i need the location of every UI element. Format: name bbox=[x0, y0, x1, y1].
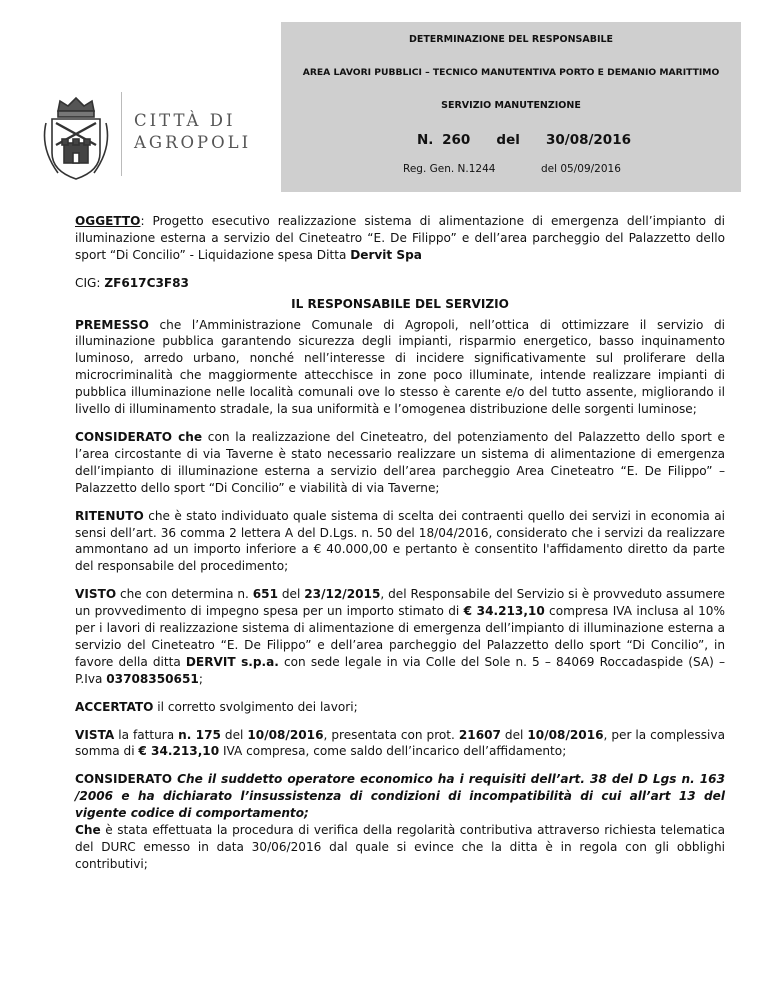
visto-text-2: del bbox=[278, 587, 305, 602]
city-coat-of-arms-logo bbox=[38, 93, 122, 183]
del-label: del bbox=[496, 132, 520, 148]
ritenuto-paragraph bbox=[75, 508, 725, 576]
visto-determina-date: 23/12/2015 bbox=[304, 587, 381, 602]
visto-text-4: compresa IVA inclusa al 10% per i lavori di realizzazione sistema di alimentazione di emergenza dell’impianto di illuminazione esterna a servizio del Cineteatro “E. De Filippo” e dell’area parcheggio del Palazzetto dello sport “Di Concilio”, in favore della ditta bbox=[75, 604, 725, 669]
vista-invoice-date: 10/08/2016 bbox=[247, 727, 324, 742]
considerato2-label: CONSIDERATO bbox=[75, 772, 173, 787]
considerato2-text: Che il suddetto operatore economico ha i requisiti dell’art. 38 del D Lgs n. 163 /2006 e ha dichiarato l’insussistenza di condizioni di incompatibilità di cui all’art 13 del vigente codice di comportamento; bbox=[75, 772, 725, 821]
vista-protocol: 21607 bbox=[458, 727, 501, 742]
header-line3: SERVIZIO MANUTENZIONE bbox=[441, 100, 581, 111]
oggetto-label: OGGETTO bbox=[75, 214, 141, 228]
considerato-text: con la realizzazione del Cineteatro, del potenziamento del Palazzetto dello sport e l’area circostante di via Taverne è stato necessario realizzare un sistema di alimentazione di emergenza dell’impianto di illuminazione esterna a servizio dell’area parcheggio Area Cineteatro “E. De Filippo” – Palazzetto dello sport “Di Concilio” e viabilità di via Taverne; bbox=[75, 429, 725, 495]
accertato-text: il corretto svolgimento dei lavori; bbox=[153, 699, 358, 714]
cig-line bbox=[75, 275, 725, 292]
determination-header-box bbox=[281, 22, 741, 192]
accertato-label: ACCERTATO bbox=[75, 699, 154, 714]
general-register-date: del 05/09/2016 bbox=[541, 163, 621, 175]
considerato2-paragraph bbox=[75, 771, 725, 822]
city-name bbox=[134, 110, 251, 154]
oggetto-paragraph bbox=[75, 213, 725, 264]
che-paragraph bbox=[75, 822, 725, 873]
vista-invoice-number: n. 175 bbox=[178, 727, 221, 742]
premesso-text: che l’Amministrazione Comunale di Agropoli, nell’ottica di ottimizzare il servizio di illuminazione pubblica garantendo sicurezza degli impianti, risparmio energetico, basso inquinamento luminoso, arredo urbano, nonché nell’interesse di incidere significativamente sul proliferare della microcriminalità che maggiormente attecchisce in zone poco illuminate, intende realizzare impianti di pubblica illuminazione nelle località comunali ove lo stesso è carente e/o del tutto assente, migliorando il livello di illuminamento stradale, la sua uniformità e l’omogenea distribuzione delle sorgenti luminose; bbox=[75, 317, 725, 417]
che-label: Che bbox=[75, 823, 101, 838]
visto-text-1: che con determina n. bbox=[116, 587, 253, 602]
city-name-line2: AGROPOLI bbox=[134, 133, 252, 152]
city-name-line1: CITTÀ DI bbox=[134, 111, 236, 130]
vista-text-5: , per la complessiva somma di bbox=[75, 727, 725, 759]
visto-label: VISTO bbox=[75, 587, 117, 602]
che-text: è stata effettuata la procedura di verifica della regolarità contributiva attraverso richiesta telematica del DURC emesso in data 30/06/2016 dal quale si evince che la ditta è in regola con gli obblighi contributivi; bbox=[75, 823, 725, 871]
visto-amount: € 34.213,10 bbox=[463, 604, 545, 619]
oggetto-ditta: Dervit Spa bbox=[350, 247, 422, 262]
premesso-label: PREMESSO bbox=[75, 317, 149, 332]
vista-label: VISTA bbox=[75, 727, 115, 742]
vista-text-2: del bbox=[220, 727, 248, 742]
document-body bbox=[75, 213, 725, 884]
oggetto-text: : Progetto esecutivo realizzazione sistema di alimentazione di emergenza dell’impianto di illuminazione esterna a servizio del Cineteatro “E. De Filippo” e dell’area parcheggio del Palazzetto dello sport “Di Concilio” - Liquidazione spesa Ditta bbox=[75, 214, 725, 262]
considerato-paragraph bbox=[75, 429, 725, 497]
vista-amount: € 34.213,10 bbox=[138, 744, 220, 759]
vista-text-3: , presentata con prot. bbox=[323, 727, 459, 742]
visto-text-6: ; bbox=[198, 671, 203, 686]
ritenuto-text: che è stato individuato quale sistema di scelta dei contraenti quello dei servizi in economia ai sensi dell’art. 36 comma 2 lettera A del D.Lgs. n. 50 del 18/04/2016, considerato che i servizi da realizzare ammontano ad un importo inferiore a € 40.000,00 e pertanto è consentito l'affidamento diretto da parte del responsabile del procedimento; bbox=[75, 508, 725, 574]
vista-text-4: del bbox=[500, 727, 528, 742]
visto-piva: 03708350651 bbox=[106, 671, 199, 686]
number: N. 260 bbox=[417, 132, 471, 148]
visto-text-3: , del Responsabile del Servizio si è provveduto assumere un provvedimento di impegno spesa per un importo stimato di bbox=[75, 587, 725, 619]
vista-text-1: la fattura bbox=[114, 727, 179, 742]
general-register-number: Reg. Gen. N.1244 bbox=[403, 163, 496, 175]
logo-divider bbox=[121, 92, 122, 176]
premesso-paragraph bbox=[75, 317, 725, 418]
section-title: IL RESPONSABILE DEL SERVIZIO bbox=[291, 296, 509, 311]
vista-text-6: IVA compresa, come saldo dell’incarico dell’affidamento; bbox=[219, 744, 567, 759]
vista-protocol-date: 10/08/2016 bbox=[527, 727, 604, 742]
accertato-paragraph bbox=[75, 699, 725, 716]
visto-paragraph bbox=[75, 586, 725, 687]
determination-date: 30/08/2016 bbox=[545, 132, 631, 148]
determination-number bbox=[417, 132, 631, 148]
vista-paragraph bbox=[75, 727, 725, 761]
considerato-label: CONSIDERATO che bbox=[75, 429, 203, 444]
ritenuto-label: RITENUTO bbox=[75, 508, 144, 523]
visto-determina-number: 651 bbox=[252, 587, 278, 602]
header-line2: AREA LAVORI PUBBLICI – TECNICO MANUTENTIVA PORTO E DEMANIO MARITTIMO bbox=[302, 67, 720, 78]
header-line1: DETERMINAZIONE DEL RESPONSABILE bbox=[408, 34, 614, 45]
visto-ditta: DERVIT s.p.a. bbox=[185, 654, 279, 669]
cig-value: ZF617C3F83 bbox=[104, 275, 189, 290]
visto-text-5: con sede legale in via Colle del Sole n. 5 – 84069 Roccadaspide (SA) – P.Iva bbox=[75, 654, 725, 686]
cig-label: CIG: bbox=[75, 275, 105, 290]
